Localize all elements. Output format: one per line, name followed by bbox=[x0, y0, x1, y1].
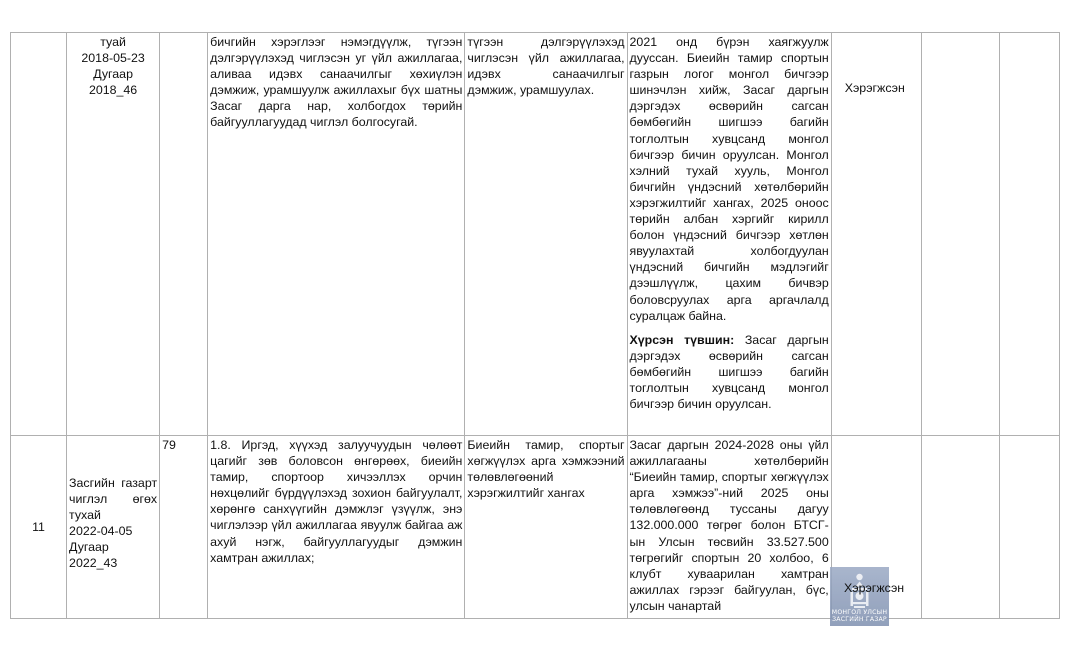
decision-number-label: Дугаар bbox=[93, 67, 133, 82]
status-badge: Хэрэгжсэн bbox=[844, 81, 905, 95]
decision-number: 2018_46 bbox=[88, 83, 138, 98]
decision-date: 2022-04-05 bbox=[69, 524, 133, 539]
decisions-table bbox=[10, 32, 1060, 619]
achieved-level-label: Хүрсэн түвшин: bbox=[629, 332, 735, 347]
decision-number: 2022_43 bbox=[69, 556, 118, 571]
extra-cell bbox=[999, 436, 1059, 619]
measure-cell: Биеийн тамир, спортыг хөгжүүлэх арга хэмжээний төлөвлөгөөний хэрэгжилтийг хангах bbox=[465, 436, 627, 619]
decision-title: туай bbox=[100, 35, 126, 49]
extra-cell bbox=[921, 33, 999, 436]
provision-cell: бичгийн хэрэглээг нэмэгдүүлж, түгээн дэлгэрүүлэхэд чиглэсэн уг үйл ажиллагаа, аливаа идэвх санаачилгыг хөхиүлэн дэмжиж, урамшуулж ажиллахыг бүх шатны Засаг дарга нар, холбогдох төрийн байгууллагуудад чиглэл болгосугай. bbox=[208, 33, 465, 436]
decision-title: Засгийн газарт чиглэл өгөх тухай bbox=[69, 476, 158, 523]
page-cell bbox=[160, 33, 208, 436]
row-number-cell bbox=[11, 33, 67, 436]
measure-cell: түгээн дэлгэрүүлэхэд чиглэсэн үйл ажиллагаа, идэвх санаачилгыг дэмжиж, урамшуулах. bbox=[465, 33, 627, 436]
seal-line-1: МОНГОЛ УЛСЫН bbox=[831, 609, 888, 616]
provision-cell: 1.8. Иргэд, хүүхэд залуучуудын чөлөөт цагийг зөв боловсон өнгөрөөх, биеийн тамир, спортоор хичээллэх орчин нөхцөлийг бүрдүүлэхэд зохион байгуулалт, хөрөнгө санхүүгийн дэмжлэг үзүүлж, энэ чиглэлээр үйл ажиллагаа явуулж байгаа аж ахуй нэгж, байгууллагуудыг дэмжин хамтран ажиллах; bbox=[208, 436, 465, 619]
decision-cell bbox=[67, 33, 160, 436]
government-seal bbox=[830, 567, 889, 626]
implementation-paragraph: 2021 онд бүрэн хаягжуулж дууссан. Биеийн тамир спортын газрын логог монгол бичгээр шинэчлэн хийж, Засаг даргын дэргэдэх өсвөрийн сагсан бөмбөгийн шигшээ багийн тоглолтын хувцсанд монгол бичгээр бичин оруулсан. Монгол хэлний тухай хууль, Монгол бичгийн үндэсний хөтөлбөрийн хэрэгжилтийг хангах, 2025 оноос төрийн албан хэргийг кирилл болон үндэсний бичгээр хөтлөн явуулахтай холбогдуулан үндэсний бичгийн мэдлэгийг дээшлүүлж, цахим бичвэр боловсруулах арга аргачлалд суралцаж байна. bbox=[629, 35, 829, 323]
seal-text bbox=[830, 609, 889, 623]
implementation-cell bbox=[627, 436, 831, 619]
implementation-cell bbox=[627, 33, 831, 436]
extra-cell bbox=[999, 33, 1059, 436]
decision-date: 2018-05-23 bbox=[81, 51, 145, 66]
row-number-cell: 11 bbox=[11, 436, 67, 619]
achieved-level-text: Засаг даргын дэргэдэх өсвөрийн сагсан бөмбөгийн шигшээ багийн тоглолтын хувцсанд монгол бичгээр бичин оруулсан. bbox=[629, 332, 829, 412]
status-cell bbox=[831, 33, 921, 436]
achieved-level-paragraph bbox=[630, 332, 829, 412]
seal-line-2: ЗАСГИЙН ГАЗАР bbox=[832, 616, 887, 623]
implementation-paragraph: Засаг даргын 2024-2028 оны үйл ажиллагааны хөтөлбөрийн “Биеийн тамир, спортыг хөгжүүлэх арга хэмжээ”-ний 2025 оны төлөвлөгөөнд туссаны дагуу 132.000.000 төгрөг болон БТСГ-ын Улсын төсвийн 33.527.500 төгрөгийг спортын 20 холбоо, 6 клубт хуваарилан хамтран ажиллах гэрээг байгуулан, бүс, улсын чанартай bbox=[629, 438, 829, 613]
status-badge: Хэрэгжсэн bbox=[844, 581, 905, 595]
decision-cell bbox=[67, 436, 160, 619]
decision-number-label: Дугаар bbox=[69, 540, 109, 555]
extra-cell bbox=[921, 436, 999, 619]
page-cell: 79 bbox=[160, 436, 208, 619]
table-row bbox=[11, 33, 1060, 436]
